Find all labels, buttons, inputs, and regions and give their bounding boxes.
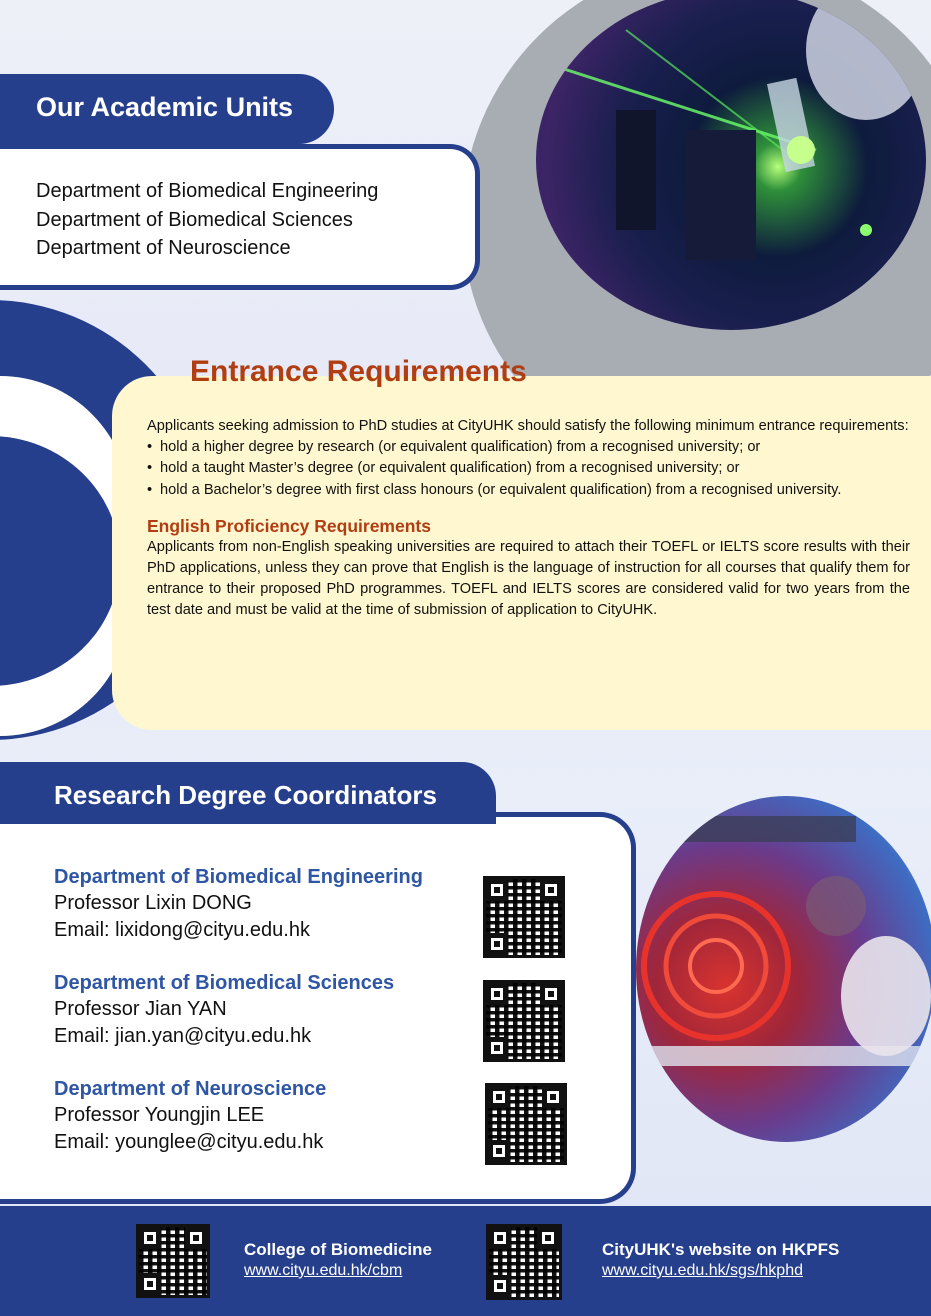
- coordinator-contact: [54, 864, 474, 944]
- footer-cbm: [244, 1240, 432, 1280]
- english-proficiency-title: English Proficiency Requirements: [147, 515, 431, 536]
- footer-cbm-label: College of Biomedicine: [244, 1240, 432, 1259]
- footer-hkpfs-link[interactable]: www.cityu.edu.hk/sgs/hkphd: [602, 1262, 803, 1279]
- coordinator-email[interactable]: Email: jian.yan@cityu.edu.hk: [54, 1025, 312, 1047]
- coordinator-name: Professor Lixin DONG: [54, 892, 252, 914]
- english-proficiency-text: Applicants from non-English speaking universities are required to attach their TOEFL or IELTS score results with their PhD applications, unless they can prove that English is the language of instruction for all courses that qualify them for entrance to their proposed PhD programmes. TOEFL and IELTS scores are considered valid for two years from the test date and must be valid at the time of submission of application to CityUHK.: [147, 538, 910, 619]
- coordinator-contact: [54, 970, 474, 1050]
- academic-unit-item: Department of Neuroscience: [36, 237, 291, 259]
- coordinators-heading: Research Degree Coordinators: [0, 762, 496, 824]
- coordinator-name: Professor Jian YAN: [54, 998, 227, 1020]
- coordinator-department: Department of Neuroscience: [54, 1078, 327, 1100]
- entrance-bullet: • hold a higher degree by research (or equivalent qualification) from a recognised university; or: [147, 437, 910, 458]
- footer-hkpfs-label: CityUHK's website on HKPFS: [602, 1240, 840, 1259]
- coordinator-email[interactable]: Email: lixidong@cityu.edu.hk: [54, 919, 310, 941]
- laser-lab-photo: [536, 0, 926, 330]
- qr-code-icon: [483, 876, 565, 958]
- academic-units-list: [0, 144, 480, 290]
- qr-code-icon: [486, 1224, 562, 1300]
- academic-unit-item: Department of Biomedical Engineering: [36, 180, 379, 202]
- coordinator-name: Professor Youngjin LEE: [54, 1104, 265, 1126]
- entrance-bullet: • hold a Bachelor’s degree with first class honours (or equivalent qualification) from a recognised university.: [147, 480, 910, 501]
- entrance-intro: Applicants seeking admission to PhD studies at CityUHK should satisfy the following minimum entrance requirements:: [147, 418, 909, 434]
- entrance-bullet-list: [147, 437, 910, 501]
- entrance-requirements-body: [147, 416, 910, 622]
- coordinator-department: Department of Biomedical Engineering: [54, 866, 423, 888]
- qr-code-icon: [483, 980, 565, 1062]
- academic-unit-item: Department of Biomedical Sciences: [36, 208, 353, 231]
- coordinator-email[interactable]: Email: younglee@cityu.edu.hk: [54, 1131, 324, 1153]
- entrance-requirements-title: Entrance Requirements: [190, 355, 527, 388]
- footer-hkpfs: [602, 1240, 839, 1280]
- academic-units-heading: Our Academic Units: [0, 74, 334, 144]
- coordinator-contact: [54, 1076, 474, 1156]
- entrance-bullet: • hold a taught Master’s degree (or equivalent qualification) from a recognised university; or: [147, 458, 910, 479]
- coordinator-department: Department of Biomedical Sciences: [54, 972, 395, 994]
- qr-code-icon: [136, 1224, 210, 1298]
- 3d-printing-photo: [636, 796, 931, 1142]
- footer-cbm-link[interactable]: www.cityu.edu.hk/cbm: [244, 1262, 403, 1279]
- qr-code-icon: [485, 1083, 567, 1165]
